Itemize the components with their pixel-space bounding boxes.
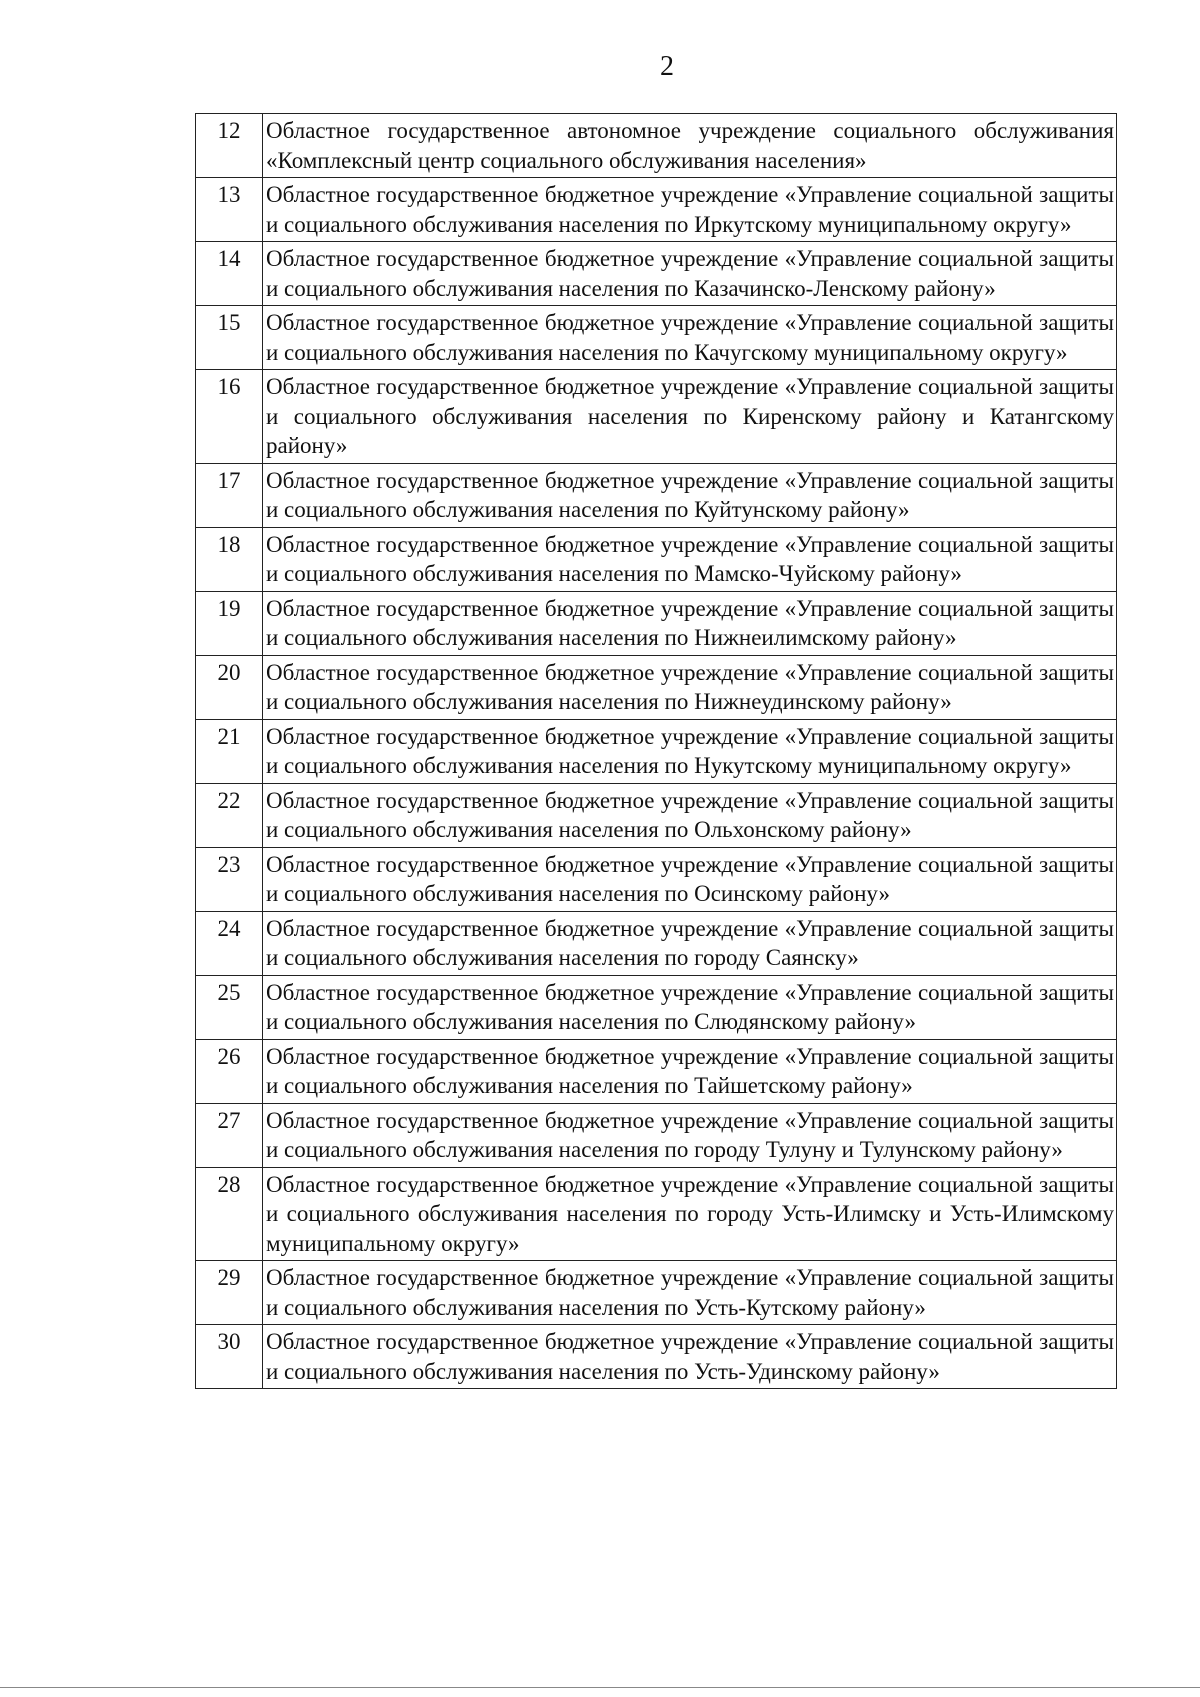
institution-name: Областное государственное бюджетное учреждение «Управление социальной защиты и социального обслуживания населения по Качугскому муниципальному округу»: [263, 306, 1117, 370]
row-number: 18: [196, 527, 263, 591]
row-number: 21: [196, 719, 263, 783]
table-row: [196, 1325, 1117, 1389]
row-number: 12: [196, 114, 263, 178]
institution-name: Областное государственное бюджетное учреждение «Управление социальной защиты и социального обслуживания населения по Киренскому району и Катангскому району»: [263, 370, 1117, 464]
table-row: [196, 527, 1117, 591]
institution-name: Областное государственное бюджетное учреждение «Управление социальной защиты и социального обслуживания населения по Мамско-Чуйскому району»: [263, 527, 1117, 591]
row-number: 14: [196, 242, 263, 306]
row-number: 16: [196, 370, 263, 464]
table-row: [196, 242, 1117, 306]
row-number: 17: [196, 463, 263, 527]
institution-name: Областное государственное бюджетное учреждение «Управление социальной защиты и социального обслуживания населения по Тайшетскому району»: [263, 1039, 1117, 1103]
institution-name: Областное государственное бюджетное учреждение «Управление социальной защиты и социального обслуживания населения по Осинскому району»: [263, 847, 1117, 911]
table-row: [196, 114, 1117, 178]
institution-name: Областное государственное бюджетное учреждение «Управление социальной защиты и социального обслуживания населения по Усть-Удинскому району»: [263, 1325, 1117, 1389]
table-row: [196, 463, 1117, 527]
row-number: 22: [196, 783, 263, 847]
table-body: [196, 114, 1117, 1389]
institution-name: Областное государственное бюджетное учреждение «Управление социальной защиты и социального обслуживания населения по Нукутскому муниципальному округу»: [263, 719, 1117, 783]
row-number: 15: [196, 306, 263, 370]
table-row: [196, 911, 1117, 975]
institution-name: Областное государственное бюджетное учреждение «Управление социальной защиты и социального обслуживания населения по Куйтунскому району»: [263, 463, 1117, 527]
institution-name: Областное государственное бюджетное учреждение «Управление социальной защиты и социального обслуживания населения по Нижнеилимскому району»: [263, 591, 1117, 655]
institution-name: Областное государственное бюджетное учреждение «Управление социальной защиты и социального обслуживания населения по городу Саянску»: [263, 911, 1117, 975]
row-number: 20: [196, 655, 263, 719]
institutions-table-container: [195, 113, 1117, 1389]
institution-name: Областное государственное бюджетное учреждение «Управление социальной защиты и социального обслуживания населения по городу Усть-Илимску и Усть-Илимскому муниципальному округу»: [263, 1167, 1117, 1261]
row-number: 28: [196, 1167, 263, 1261]
table-row: [196, 370, 1117, 464]
table-row: [196, 783, 1117, 847]
table-row: [196, 975, 1117, 1039]
institution-name: Областное государственное бюджетное учреждение «Управление социальной защиты и социального обслуживания населения по Усть-Кутскому району»: [263, 1261, 1117, 1325]
institution-name: Областное государственное бюджетное учреждение «Управление социальной защиты и социального обслуживания населения по Ольхонскому району»: [263, 783, 1117, 847]
row-number: 27: [196, 1103, 263, 1167]
institution-name: Областное государственное бюджетное учреждение «Управление социальной защиты и социального обслуживания населения по городу Тулуну и Тулунскому району»: [263, 1103, 1117, 1167]
institutions-table: [195, 113, 1117, 1389]
table-row: [196, 178, 1117, 242]
table-row: [196, 847, 1117, 911]
table-row: [196, 1039, 1117, 1103]
table-row: [196, 719, 1117, 783]
table-row: [196, 306, 1117, 370]
row-number: 29: [196, 1261, 263, 1325]
institution-name: Областное государственное бюджетное учреждение «Управление социальной защиты и социального обслуживания населения по Слюдянскому району»: [263, 975, 1117, 1039]
row-number: 19: [196, 591, 263, 655]
row-number: 13: [196, 178, 263, 242]
row-number: 25: [196, 975, 263, 1039]
table-row: [196, 1103, 1117, 1167]
table-row: [196, 655, 1117, 719]
table-row: [196, 1167, 1117, 1261]
table-row: [196, 591, 1117, 655]
row-number: 30: [196, 1325, 263, 1389]
row-number: 23: [196, 847, 263, 911]
institution-name: Областное государственное автономное учреждение социального обслуживания «Комплексный центр социального обслуживания населения»: [263, 114, 1117, 178]
page-number: 2: [660, 51, 674, 82]
row-number: 24: [196, 911, 263, 975]
institution-name: Областное государственное бюджетное учреждение «Управление социальной защиты и социального обслуживания населения по Казачинско-Ленскому району»: [263, 242, 1117, 306]
institution-name: Областное государственное бюджетное учреждение «Управление социальной защиты и социального обслуживания населения по Нижнеудинскому району»: [263, 655, 1117, 719]
page-bottom-edge: [0, 1687, 1200, 1688]
table-row: [196, 1261, 1117, 1325]
row-number: 26: [196, 1039, 263, 1103]
institution-name: Областное государственное бюджетное учреждение «Управление социальной защиты и социального обслуживания населения по Иркутскому муниципальному округу»: [263, 178, 1117, 242]
